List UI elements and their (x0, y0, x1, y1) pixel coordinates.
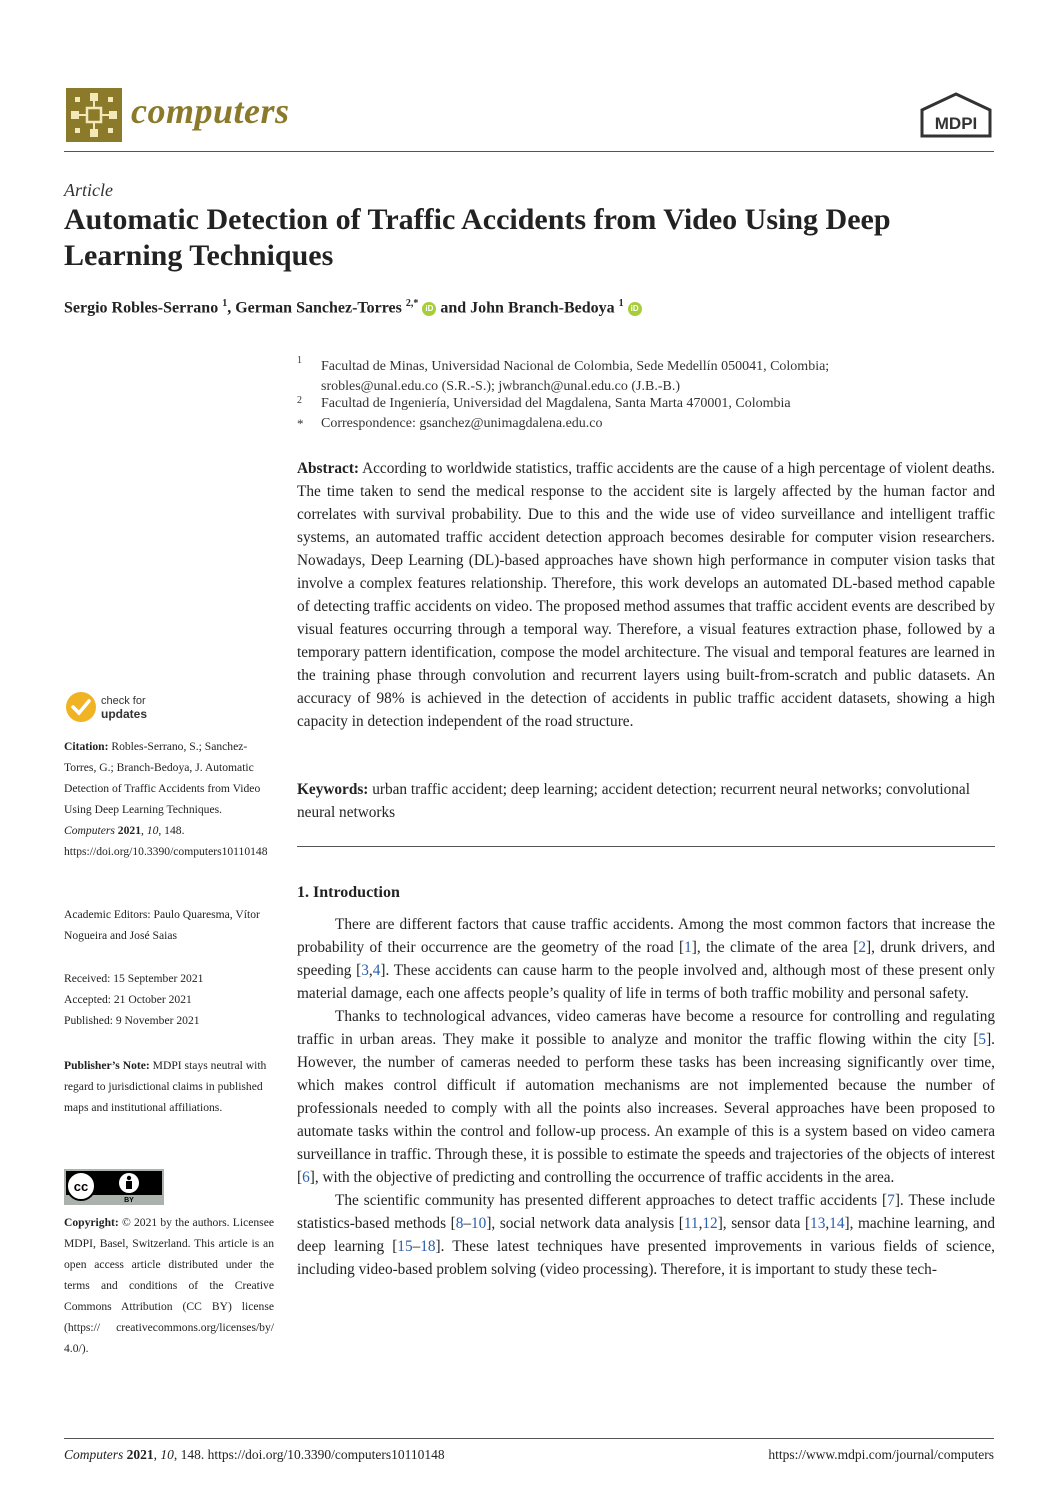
affiliation-2: Facultad de Ingeniería, Universidad del Magdalena, Santa Marta 470001, Colombia (321, 396, 791, 411)
paragraph-text: ]. These latest techniques have presented improvements in various fields of science, including video-based problem solving (video processing). Therefore, it is important to study these tech- (297, 1238, 995, 1278)
citation-link[interactable]: 6 (302, 1169, 310, 1186)
citation-text: Robles-Serrano, S.; Sanchez-Torres, G.; Branch-Bedoya, J. Automatic Detection of Traffic Accidents from Video Using Deep Learning Techniques. (64, 740, 261, 816)
author-separator: and (440, 299, 467, 317)
footer-volume: 10 (160, 1447, 174, 1462)
cc-label: cc (73, 1179, 89, 1194)
article-title: Automatic Detection of Traffic Accidents from Video Using Deep Learning Techniques (64, 203, 891, 272)
cc-by-license-icon[interactable] (64, 1169, 164, 1205)
keywords-label: Keywords: (297, 781, 369, 798)
accepted-date: Accepted: 21 October 2021 (64, 993, 192, 1006)
citation-year: 2021 (117, 824, 141, 837)
keywords (297, 778, 995, 824)
paragraph (297, 913, 995, 1005)
citation-link[interactable]: 15 (397, 1238, 413, 1255)
citation-doi[interactable]: , 148. https://doi.org/10.3390/computers10110148 (64, 824, 268, 858)
author-affiliation-mark: 2,* (405, 298, 419, 309)
citation: Citation: Robles-Serrano, S.; Sanchez-Torres, G.; Branch-Bedoya, J. Automatic Detection of Traffic Accidents from Video Using Deep Learning Techniques. Computers 2021, 10, 148. https://doi.org/10.3390/computers10110148 (64, 740, 268, 858)
paragraph-text: – (412, 1238, 421, 1255)
journal-logo-icon (66, 88, 122, 142)
paragraph-text: ]. These accidents can cause harm to the people involved and, although most of these present only material damage, each one affects people’s quality of life in terms of both traffic mobility and personal safety. (297, 962, 996, 1002)
paragraph-text: , (698, 1215, 703, 1232)
correspondence[interactable]: Correspondence: gsanchez@unimagdalena.edu.co (321, 416, 603, 431)
abstract-label: Abstract: (297, 460, 360, 477)
author-name[interactable]: German Sanchez-Torres (235, 299, 402, 317)
paragraph (297, 1005, 995, 1189)
paragraph-text: , (825, 1215, 830, 1232)
check-for-label: check for (101, 695, 146, 707)
article-type: Article (64, 180, 113, 200)
publisher-note-text: MDPI stays neutral with regard to jurisdictional claims in published maps and institutional affiliations. (64, 1059, 267, 1114)
citation-link[interactable]: 4 (372, 962, 381, 979)
citation-link[interactable]: 2 (858, 939, 867, 956)
paragraph-text: Thanks to technological advances, video cameras have become a resource for controlling and regulating traffic in urban areas. They make it possible to analyze and monitor the traffic flowing within the city [ (297, 1008, 995, 1048)
publisher-note-label: Publisher’s Note: (64, 1059, 150, 1072)
footer-doi[interactable]: , 148. https://doi.org/10.3390/computers10110148 (173, 1447, 445, 1462)
citation-volume: 10 (146, 824, 159, 837)
citation-link[interactable]: 11 (683, 1215, 699, 1232)
author-name[interactable]: John Branch-Bedoya (470, 299, 615, 317)
paragraph-text: ]. However, the number of cameras needed to perform these tasks has been increasing significantly over time, which makes control difficult if automation mechanisms are not implemented because the number of professionals needed to comply with all the points also increases. Several approaches have been proposed to automate tasks within the control and follow-up process. An example of this is a system based on video camera surveillance in traffic. Through these, it is possible to estimate the speeds and trajectories of the objects of interest [ (297, 1031, 995, 1186)
check-for-updates-badge[interactable] (64, 690, 164, 724)
abstract (297, 457, 995, 733)
check-icon (66, 692, 96, 722)
citation-link[interactable]: 13 (810, 1215, 826, 1232)
copyright (64, 1212, 274, 1359)
paragraph-text: ], the climate of the area [ (691, 939, 859, 956)
dates (64, 968, 274, 1031)
paragraph-text: – (463, 1215, 472, 1232)
paragraph-text: ], social network data analysis [ (486, 1215, 684, 1232)
footer-citation: Computers 2021, 10, 148. https://doi.org/10.3390/computers10110148 (64, 1447, 445, 1462)
abstract-text: According to worldwide statistics, traffic accidents are the cause of a high percentage of violent deaths. The time taken to send the medical response to the accident site is largely affected by the human factor and correlates with survival probability. Due to this and the wide use of video surveillance and intelligent traffic systems, an automated traffic accident detection approach becomes desirable for computer vision researchers. Nowadays, Deep Learning (DL)-based approaches have shown high performance in computer vision tasks that involve a complex features relationship. Therefore, this work develops an automated DL-based method capable of detecting traffic accidents on video. The proposed method assumes that traffic accident events are described by visual features occurring through a temporal way. Therefore, a visual features extraction phase, followed by a temporary pattern identification, compose the model architecture. The visual and temporal features are learned in the training phase through convolution and recurrent layers using built-from-scratch and public datasets. An accuracy of 98% is achieved in the detection of accidents in public traffic accident datasets, showing a high capacity in detection independent of the road structure. (297, 460, 995, 730)
footer-year: 2021 (126, 1447, 154, 1462)
paragraph-text: ], machine learning, and deep learning [ (297, 1215, 995, 1255)
publisher-logo-text: MDPI (934, 114, 978, 133)
citation-link[interactable]: 1 (684, 939, 692, 956)
citation-link[interactable]: 12 (702, 1215, 718, 1232)
orcid-icon[interactable]: iD (422, 302, 436, 316)
citation-journal: Computers (64, 824, 115, 837)
author-separator: , (227, 299, 232, 317)
orcid-icon[interactable]: iD (628, 302, 642, 316)
affiliation-email[interactable]: srobles@unal.edu.co (S.R.-S.); jwbranch@unal.edu.co (J.B.-B.) (321, 379, 680, 394)
mdpi-logo-icon (919, 92, 993, 138)
citation-link[interactable]: 18 (420, 1238, 436, 1255)
affiliation-1 (321, 357, 995, 397)
paragraph-text: , (368, 962, 373, 979)
citation-link[interactable]: 3 (361, 962, 369, 979)
updates-label: updates (101, 707, 148, 721)
footer-journal: Computers (64, 1447, 124, 1462)
citation-label: Citation: (64, 740, 109, 753)
published-date: Published: 9 November 2021 (64, 1014, 200, 1027)
section-heading: 1. Introduction (297, 884, 400, 901)
affiliation-number: 1 (297, 355, 302, 366)
academic-editors: Academic Editors: Paulo Quaresma, Vítor Nogueira and José Saias (64, 908, 260, 942)
paragraph-text: There are different factors that cause traffic accidents. Among the most common factors that increase the probability of their occurrence are the geometry of the road [ (297, 916, 995, 956)
keywords-text: urban traffic accident; deep learning; accident detection; recurrent neural networks; convolutional neural networks (297, 781, 970, 821)
journal-name: computers (131, 91, 290, 131)
publisher-note (64, 1055, 274, 1118)
correspondence-mark: * (297, 416, 304, 431)
header-rule (64, 151, 994, 152)
by-label: BY (124, 1197, 134, 1204)
author-affiliation-mark: 1 (222, 298, 228, 309)
citation-link[interactable]: 7 (887, 1192, 895, 1209)
citation-link[interactable]: 10 (471, 1215, 487, 1232)
received-date: Received: 15 September 2021 (64, 972, 204, 985)
citation-link[interactable]: 14 (829, 1215, 845, 1232)
paragraph-text: ], sensor data [ (717, 1215, 811, 1232)
paragraph-text: ], drunk drivers, and speeding [ (297, 939, 995, 979)
author-list (64, 298, 642, 317)
affiliation-line: Facultad de Minas, Universidad Nacional de Colombia, Sede Medellín 050041, Colombia; (321, 359, 830, 374)
body-text (297, 913, 995, 1281)
paragraph-text: The scientific community has presented different approaches to detect traffic accidents [ (335, 1192, 888, 1209)
footer-rule (64, 1438, 994, 1439)
copyright-text: © 2021 by the authors. Licensee MDPI, Basel, Switzerland. This article is an open access article distributed under the terms and conditions of the Creative Commons Attribution (CC BY) license (https:// creativecommons.org/licenses/by/ 4.0/). (64, 1216, 274, 1355)
paragraph-text: ]. These include statistics-based methods [ (297, 1192, 995, 1232)
footer-journal-url[interactable]: https://www.mdpi.com/journal/computers (768, 1447, 994, 1462)
author-affiliation-mark: 1 (618, 298, 624, 309)
affiliation-number: 2 (297, 395, 302, 406)
abstract-rule (297, 846, 995, 847)
paragraph (297, 1189, 995, 1281)
copyright-label: Copyright: (64, 1216, 119, 1229)
citation-link[interactable]: 5 (978, 1031, 987, 1048)
citation-link[interactable]: 8 (455, 1215, 464, 1232)
paragraph-text: ], with the objective of predicting and controlling the occurrence of traffic accidents in the area. (309, 1169, 895, 1186)
author-name[interactable]: Sergio Robles-Serrano (64, 299, 219, 317)
